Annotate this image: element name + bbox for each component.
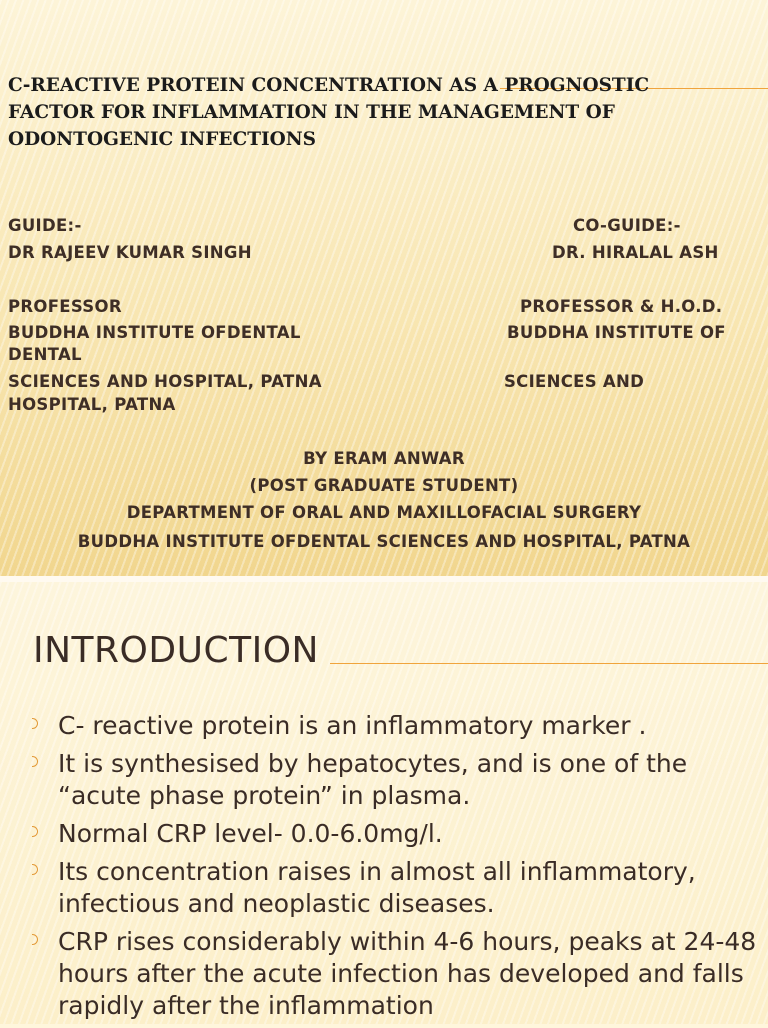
co-guide-institute-line2: SCIENCES AND xyxy=(504,372,645,391)
guide-institute-line2: SCIENCES AND HOSPITAL, PATNA xyxy=(8,372,322,391)
title-line: C-REACTIVE PROTEIN CONCENTRATION AS A PROGNOSTIC xyxy=(8,75,650,96)
bullet-icon xyxy=(32,864,38,875)
bullet-text: It is synthesised by hepatocytes, and is one of the “acute phase protein” in plasma. xyxy=(58,749,688,810)
co-guide-institute-line1: BUDDHA INSTITUTE OF xyxy=(507,323,726,342)
list-item xyxy=(30,710,760,742)
bullet-text: Its concentration raises in almost all inflammatory, infectious and neoplastic diseases. xyxy=(58,857,696,918)
author-department: DEPARTMENT OF ORAL AND MAXILLOFACIAL SURGERY xyxy=(126,503,642,522)
author-name: BY ERAM ANWAR xyxy=(303,449,465,468)
guide-institute-line1: BUDDHA INSTITUTE OFDENTAL xyxy=(8,323,301,342)
title-line: ODONTOGENIC INFECTIONS xyxy=(8,129,317,150)
list-item xyxy=(30,748,760,812)
bullet-text: C- reactive protein is an inflammatory marker . xyxy=(58,711,647,740)
author-institute: BUDDHA INSTITUTE OFDENTAL SCIENCES AND HOSPITAL, PATNA xyxy=(77,532,691,551)
guide-designation: PROFESSOR xyxy=(8,297,122,316)
guide-label: GUIDE:- xyxy=(8,216,82,235)
list-item xyxy=(30,818,760,850)
author-role: (POST GRADUATE STUDENT) xyxy=(249,476,519,495)
guide-name: DR RAJEEV KUMAR SINGH xyxy=(8,243,252,262)
bullet-icon xyxy=(32,934,38,945)
list-item xyxy=(30,926,760,1022)
title-line: FACTOR FOR INFLAMMATION IN THE MANAGEMENT OF xyxy=(8,102,615,123)
slide-title: INTRODUCTION xyxy=(33,630,319,671)
bullet-list xyxy=(30,710,760,1028)
bullet-text: CRP rises considerably within 4-6 hours, peaks at 24-48 hours after the acute infection has developed and falls rapidly after the inflammation xyxy=(58,927,757,1020)
co-guide-designation: PROFESSOR & H.O.D. xyxy=(520,297,723,316)
co-guide-institute-wrap2: HOSPITAL, PATNA xyxy=(8,395,176,414)
bullet-icon xyxy=(32,718,38,729)
bullet-icon xyxy=(32,826,38,837)
co-guide-label: CO-GUIDE:- xyxy=(573,216,681,235)
co-guide-institute-wrap1: DENTAL xyxy=(8,345,82,364)
bullet-icon xyxy=(32,756,38,767)
co-guide-name: DR. HIRALAL ASH xyxy=(552,243,719,262)
accent-line xyxy=(330,663,768,664)
list-item xyxy=(30,856,760,920)
presentation-title xyxy=(8,72,708,153)
bullet-text: Normal CRP level- 0.0-6.0mg/l. xyxy=(58,819,443,848)
